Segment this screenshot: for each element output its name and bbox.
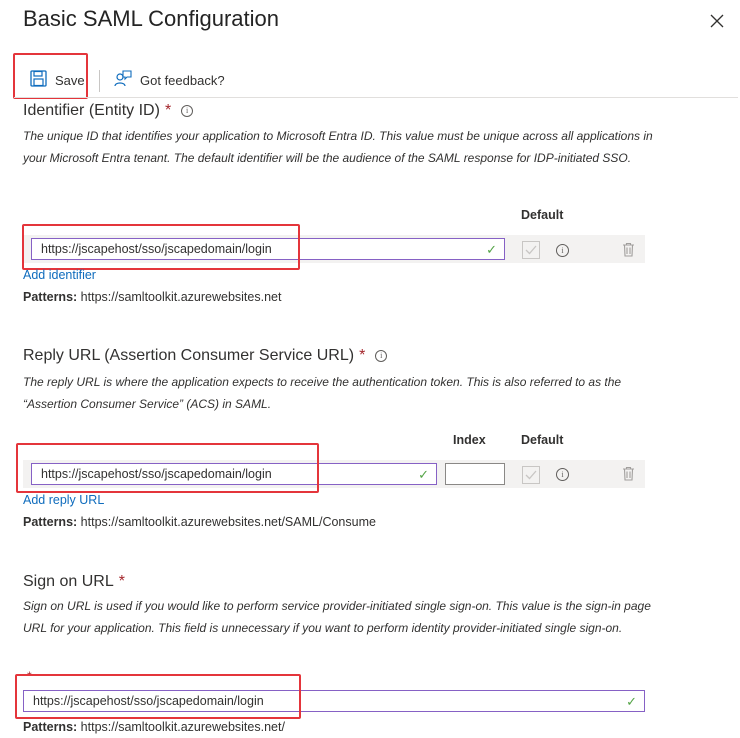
reply-url-default-header: Default: [521, 433, 564, 447]
sign-on-url-field-required-mark: *: [27, 669, 32, 683]
feedback-button[interactable]: [114, 70, 225, 90]
close-icon[interactable]: [706, 10, 728, 32]
required-mark: *: [118, 573, 125, 590]
sign-on-url-value: https://jscapehost/sso/jscapedomain/login: [33, 694, 264, 708]
identifier-default-header: Default: [521, 208, 564, 222]
identifier-default-checkbox[interactable]: [522, 241, 540, 259]
sign-on-url-title: Sign on URL: [23, 573, 114, 590]
save-label: Save: [55, 72, 85, 88]
sign-on-url-section-title: [23, 573, 125, 591]
reply-url-index-header: Index: [453, 433, 486, 447]
reply-url-patterns: [23, 515, 376, 529]
patterns-value: https://samltoolkit.azurewebsites.net: [80, 290, 282, 304]
patterns-label: Patterns:: [23, 720, 78, 734]
patterns-label: Patterns:: [23, 290, 78, 304]
identifier-section-title: [23, 102, 193, 120]
info-icon[interactable]: i: [556, 244, 569, 257]
feedback-icon: [114, 70, 132, 91]
check-icon: ✓: [418, 467, 429, 482]
reply-url-description: The reply URL is where the application expects to receive the authentication token. This is also referred to as the “Assertion Consumer Service” (ACS) in SAML.: [23, 375, 622, 411]
patterns-value: https://samltoolkit.azurewebsites.net/: [80, 720, 285, 734]
required-mark: *: [164, 102, 172, 119]
identifier-highlight: [22, 224, 300, 270]
sign-on-url-highlight: [15, 674, 301, 719]
sign-on-url-patterns: [23, 720, 285, 734]
reply-url-default-checkbox[interactable]: [522, 466, 540, 484]
reply-url-highlight: [16, 443, 319, 493]
required-mark: *: [359, 347, 366, 364]
check-icon: ✓: [626, 694, 637, 709]
toolbar-divider: [99, 70, 100, 92]
info-icon[interactable]: i: [181, 105, 193, 117]
info-icon[interactable]: i: [556, 468, 569, 481]
identifier-description: The unique ID that identifies your application to Microsoft Entra ID. This value must be unique across all applications in your Microsoft Entra tenant. The default identifier will be the audience of the SAML response for IDP-initiated SSO.: [23, 129, 653, 165]
reply-url-title: Reply URL (Assertion Consumer Service URL): [23, 347, 355, 364]
reply-url-section-title: [23, 347, 387, 365]
identifier-patterns: [23, 290, 281, 304]
identifier-value: https://jscapehost/sso/jscapedomain/login: [41, 242, 272, 256]
trash-icon[interactable]: [622, 466, 635, 486]
panel-title: Basic SAML Configuration: [23, 6, 279, 31]
patterns-label: Patterns:: [23, 515, 78, 529]
patterns-value: https://samltoolkit.azurewebsites.net/SAML/Consume: [80, 515, 376, 529]
reply-url-value: https://jscapehost/sso/jscapedomain/login: [41, 467, 272, 481]
add-reply-url-link[interactable]: Add reply URL: [23, 493, 105, 507]
reply-url-index-input[interactable]: [445, 463, 505, 485]
trash-icon[interactable]: [622, 242, 635, 262]
info-icon[interactable]: i: [375, 350, 387, 362]
toolbar-divider-line: [14, 97, 738, 98]
feedback-label: Got feedback?: [140, 72, 225, 88]
sign-on-url-description: Sign on URL is used if you would like to perform service provider-initiated single sign-on. This value is the sign-in page URL for your application. This field is unnecessary if you want to perform identity provider-initiated single sign-on.: [23, 599, 651, 635]
check-icon: ✓: [486, 242, 497, 257]
save-highlight: [13, 53, 88, 99]
add-identifier-link[interactable]: Add identifier: [23, 268, 96, 282]
identifier-title: Identifier (Entity ID): [23, 102, 160, 119]
